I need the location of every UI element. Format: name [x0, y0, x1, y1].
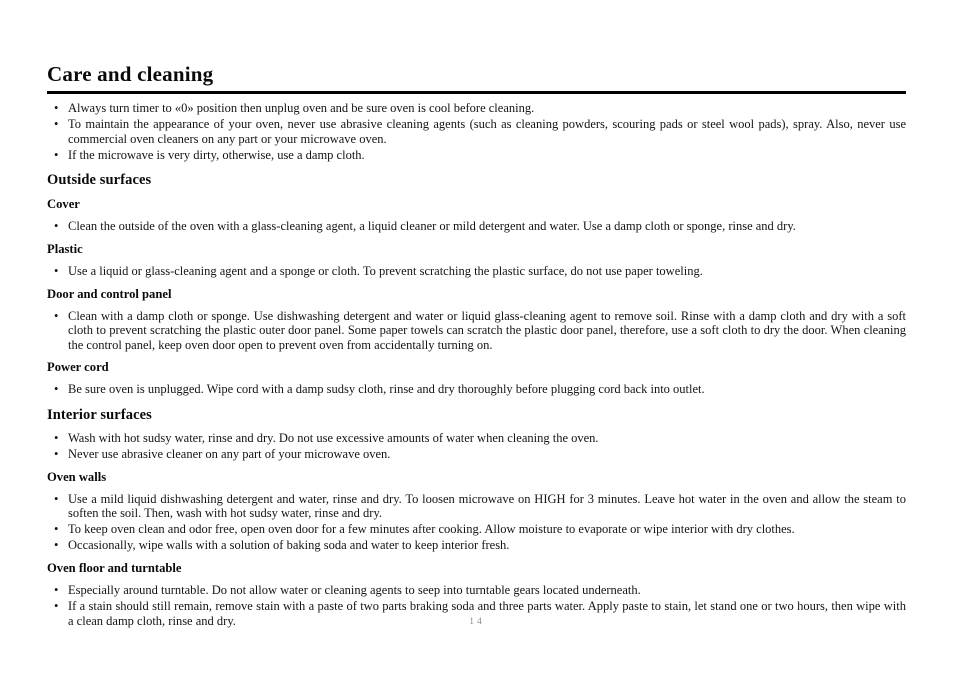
- cover-bullet-list: [47, 219, 906, 234]
- page-number: 14: [469, 617, 485, 627]
- bullet-item: • Occasionally, wipe walls with a solution of baking soda and water to keep interior fresh.: [47, 538, 906, 553]
- bullet-item: • If a stain should still remain, remove stain with a paste of two parts braking soda and three parts water. Apply paste to stain, let stand one or two hours, then wipe with a clean damp cloth, rinse and dry.: [47, 599, 906, 628]
- bullet-item: • Clean the outside of the oven with a glass-cleaning agent, a liquid cleaner or mild detergent and water. Use a damp cloth or sponge, rinse and dry.: [47, 219, 906, 234]
- section-heading-outside-surfaces: Outside surfaces: [47, 172, 152, 189]
- bullet-item: • Be sure oven is unplugged. Wipe cord with a damp sudsy cloth, rinse and dry thoroughly before plugging cord back into outlet.: [47, 382, 906, 397]
- bullet-item: • Especially around turntable. Do not allow water or cleaning agents to seep into turntable gears located underneath.: [47, 583, 906, 598]
- sub-heading-cover: Cover: [47, 197, 80, 212]
- section-heading-interior-surfaces: Interior surfaces: [47, 406, 152, 423]
- page-title: Care and cleaning: [47, 62, 906, 94]
- door-bullet-list: [47, 309, 906, 353]
- bullet-item: • Clean with a damp cloth or sponge. Use dishwashing detergent and water or liquid glass-cleaning agent to remove soil. Rinse with a damp cloth and dry with a soft cloth to prevent scratching the plastic outer door panel. Some paper towels can scratch the plastic door panel, therefore, use a soft cloth to dry the door. When cleaning the control panel, keep oven door open to prevent oven from accidentally turning on.: [47, 309, 906, 353]
- sub-heading-plastic: Plastic: [47, 241, 83, 256]
- interior-bullet-list: [47, 431, 906, 462]
- plastic-bullet-list: [47, 264, 906, 279]
- bullet-item: • To maintain the appearance of your oven, never use abrasive cleaning agents (such as cleaning powders, scouring pads or steel wool pads), spray. Also, never use commercial oven cleaners on any part or your microwave oven.: [47, 117, 906, 146]
- bullet-item: • To keep oven clean and odor free, open oven door for a few minutes after cooking. Allow moisture to evaporate or wipe interior with dry clothes.: [47, 522, 906, 537]
- sub-heading-oven-walls: Oven walls: [47, 469, 107, 484]
- bullet-item: • Always turn timer to «0» position then unplug oven and be sure oven is cool before cleaning.: [47, 101, 906, 116]
- bullet-item: • Never use abrasive cleaner on any part of your microwave oven.: [47, 447, 906, 462]
- sub-heading-oven-floor-and-turntable: Oven floor and turntable: [47, 561, 182, 575]
- bullet-item: • Use a liquid or glass-cleaning agent and a sponge or cloth. To prevent scratching the plastic surface, do not use paper toweling.: [47, 264, 906, 279]
- bullet-item: • If the microwave is very dirty, otherwise, use a damp cloth.: [47, 148, 906, 163]
- power-cord-bullet-list: [47, 382, 906, 397]
- intro-bullet-list: [47, 101, 906, 162]
- sub-heading-door-and-control-panel: Door and control panel: [47, 286, 172, 301]
- oven-walls-bullet-list: [47, 492, 906, 553]
- bullet-item: • Use a mild liquid dishwashing detergent and water, rinse and dry. To loosen microwave on HIGH for 3 minutes. Leave hot water in the oven and allow the steam to soften the soil. Then, wash with hot sudsy water, rinse and dry.: [47, 492, 906, 521]
- sub-heading-power-cord: Power cord: [47, 360, 109, 375]
- bullet-item: • Wash with hot sudsy water, rinse and dry. Do not use excessive amounts of water when cleaning the oven.: [47, 431, 906, 446]
